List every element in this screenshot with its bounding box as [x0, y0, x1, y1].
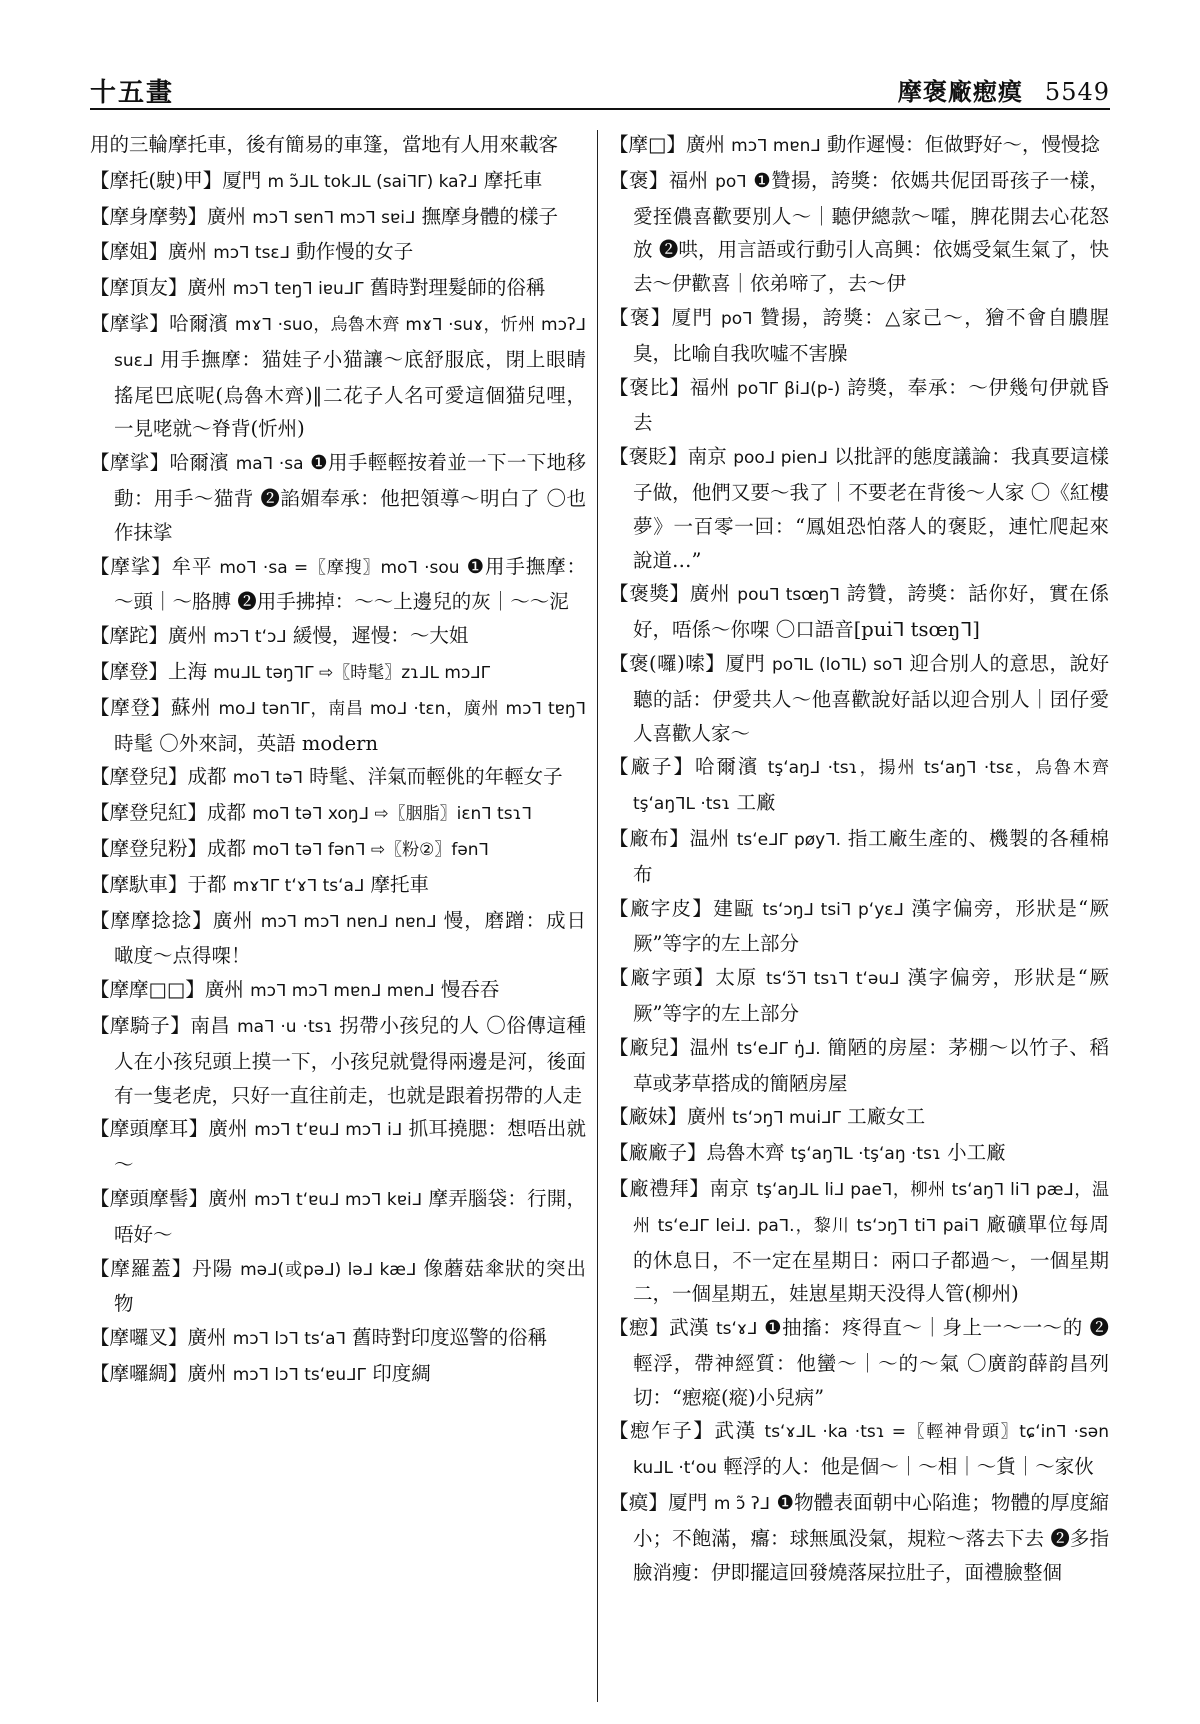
definition: 工廠女工 [847, 1105, 926, 1129]
dictionary-entry [90, 1252, 586, 1322]
dialect-location: 厦門 [222, 168, 262, 192]
headword: 【摩登兒】 [90, 765, 188, 789]
definition: 緩慢，遲慢：～大姐 [292, 624, 469, 648]
dialect-location: 烏魯木齊 [706, 1141, 785, 1165]
dictionary-entry [90, 1321, 586, 1357]
dialect-location: 太原 [715, 966, 758, 990]
dialect-location: 福州 [689, 375, 731, 399]
headword: 【瘛】 [609, 1316, 670, 1340]
dialect-location: 温州 [689, 826, 730, 850]
definition: 動作遲慢：佢做野好～，慢慢捻 [826, 133, 1100, 156]
headword: 【褒】 [609, 305, 672, 329]
dictionary-entry [609, 301, 1109, 371]
dialect-location: 成都 [207, 836, 247, 860]
dictionary-entry [609, 371, 1109, 441]
pronunciation: mɔᒣ sɐnᒣ mɔᒣ sɐiᒧ [252, 207, 416, 228]
headword: 【摩囉叉】 [90, 1326, 188, 1350]
dictionary-entry [90, 200, 586, 236]
dialect-location: 廣州 [685, 133, 725, 156]
definition: 動作慢的女子 [296, 240, 414, 264]
dialect-location: 成都 [207, 801, 247, 825]
definition: 廠礦單位每周的休息日，不一定在星期日：兩口子都過～，一個星期二，一個星期五，娃崽星期天没得人管(柳州) [633, 1212, 1109, 1306]
dialect-location: 廣州 [168, 624, 208, 648]
definition: 以批評的態度議論：我真要這樣子做，他們又要～我了｜不要老在背後～人家 〇《紅樓夢》一百零一回：“鳳姐恐怕落人的褒貶，連忙爬起來說道…” [633, 445, 1109, 572]
definition: 像蘑菇傘狀的突出物 [114, 1256, 586, 1316]
pronunciation: pouᒣ tsœŋᒣ [737, 585, 840, 606]
definition: 抓耳撓腮：想唔出就～ [114, 1117, 586, 1177]
dictionary-entry [90, 128, 586, 164]
dictionary-entry [90, 904, 586, 974]
definition: 輕浮的人：他是個～｜～相｜～貨｜～家伙 [723, 1455, 1094, 1479]
header-rule [90, 108, 1110, 110]
pronunciation: moᒣ təᒣ fənᒣ ⇨〖粉②〗fənᒣ [252, 839, 489, 860]
headword: 【褒獎】 [609, 582, 690, 606]
dialect-location: 建甌 [713, 896, 755, 920]
pronunciation: tsʻeᒧᒥ ŋ̍ᒧ. [736, 1038, 821, 1059]
pronunciation: poᒣ [720, 308, 753, 329]
definition: ❶物體表面朝中心陷進；物體的厚度縮小；不飽滿，癟：球無風没氣，規粒～落去下去 ❷多指臉消瘦：伊即擺這回發燒落屎拉肚子，面禮臉整個 [633, 1491, 1109, 1584]
dictionary-entry [90, 691, 586, 761]
pronunciation: poᒣᒪ (loᒣᒪ) soᒣ [772, 654, 903, 675]
dictionary-entry [90, 832, 586, 868]
headword: 【摩挲】 [90, 451, 170, 475]
headword: 【廠禮拜】 [609, 1176, 710, 1200]
pronunciation: tsʻɔŋᒧ tsiᒣ pʻyɛᒧ [762, 899, 904, 920]
dialect-location: 哈爾濱 [169, 451, 230, 475]
definition: 誇獎，奉承：～伊幾句伊就昏去 [633, 375, 1109, 435]
headword: 【褒(囉)嗦】 [609, 651, 726, 675]
definition: 迎合別人的意思，說好聽的話：伊愛共人～他喜歡說好話以迎合別人｜囝仔愛人喜歡人家～ [633, 651, 1109, 745]
definition: 小工廠 [947, 1141, 1006, 1165]
dialect-location: 蘇州 [171, 695, 212, 719]
dictionary-entry [609, 1414, 1109, 1486]
definition: 摩托車 [370, 872, 430, 896]
pronunciation: tşʻaŋᒧ ·tsɿ，揚州 tsʻaŋᒣ ·tsɛ，烏魯木齊 tşʻaŋᒣᒪ ·tsɿ [633, 758, 1109, 815]
definition: 印度綢 [372, 1361, 431, 1385]
dialect-location: 南昌 [190, 1013, 231, 1037]
pronunciation: mɔᒣ teŋᒣ iɐuᒧᒥ [232, 279, 364, 300]
dictionary-entry [90, 164, 586, 200]
definition: 舊時對印度巡警的俗稱 [352, 1326, 548, 1350]
dictionary-entry [90, 973, 586, 1009]
definition: ❶抽搐：疼得直～｜身上一～一～的 ❷輕浮，帶神經質：他蠻～｜～的～氣 〇廣韵薛韵昌列切：“瘛瘲(瘲)小兒病” [633, 1316, 1109, 1409]
definition: 漢字偏旁，形狀是“厥厥”等字的左上部分 [633, 896, 1109, 956]
headword: 【褒貶】 [609, 445, 688, 469]
definition: 用的三輪摩托車，後有簡易的車篷，當地有人用來載客 [90, 133, 559, 156]
dictionary-entry [609, 440, 1109, 577]
dialect-location: 廣州 [208, 1117, 248, 1141]
pronunciation: tşʻaŋᒣᒪ ·tşʻaŋ ·tsɿ [790, 1144, 941, 1165]
pronunciation: tsʻeᒧᒥ pøyᒣ. [736, 829, 841, 850]
dialect-location: 廣州 [212, 908, 254, 932]
dictionary-entry [609, 1172, 1109, 1311]
column-divider [597, 130, 598, 1702]
headword: 【摩跎】 [90, 624, 169, 648]
dialect-location: 南京 [709, 1176, 750, 1200]
dictionary-entry [90, 1357, 586, 1393]
dictionary-entry [609, 1031, 1109, 1101]
pronunciation: tsʻɤᒧ [715, 1319, 758, 1340]
dictionary-entry [609, 164, 1109, 301]
page-number: 5549 [1044, 78, 1110, 106]
definition: 慢，磨蹭：成日噉度～点得㗎！ [114, 908, 586, 968]
definition: 漢字偏旁，形狀是“厥厥”等字的左上部分 [633, 966, 1109, 1025]
definition: 時髦 〇外來詞，英語 modern [114, 731, 379, 755]
headword: 【摩登】 [90, 695, 172, 719]
headword: 【摩騎子】 [90, 1013, 191, 1037]
pronunciation: muᒧᒪ təŋᒣᒥ ⇨〖時髦〗zɿᒧᒪ mɔᒧᒥ [213, 662, 491, 683]
pronunciation: mɤᒣ ·suo，烏魯木齊 mɤᒣ ·suɤ，忻州 mɔʔᒧ suɛᒧ [114, 314, 586, 371]
headword: 【摩頂友】 [90, 276, 188, 300]
dialect-location: 成都 [187, 765, 227, 789]
headword: 【摩托(駛)甲】 [90, 168, 223, 192]
headword: 【摩摩□□】 [90, 978, 205, 1002]
pronunciation: moᒣ təᒣ xoŋᒧ ⇨〖胭脂〗iɛnᒣ tsɿᒣ [252, 804, 532, 825]
dictionary-entry [90, 307, 586, 446]
pronunciation: moᒣ ·sa =〖摩搜〗moᒣ ·sou [219, 557, 460, 578]
headword: 【廠布】 [609, 826, 690, 850]
dictionary-entry [90, 868, 586, 904]
pronunciation: poᒣᒥ βiᒧ(p-) [737, 378, 841, 399]
definition: ❶用手輕輕按着並一下一下地移動：用手～猫背 ❷諂媚奉承：他把領導～明白了 〇也作抹挲 [114, 451, 586, 544]
headword: 【摩登兒粉】 [90, 836, 208, 860]
definition: 撫摩身體的樣子 [421, 204, 559, 228]
pronunciation: mɔᒣ mɐnᒧ [731, 136, 821, 156]
page-header [90, 64, 1110, 110]
headword: 【廠子】 [609, 755, 696, 779]
pronunciation: mɤᒣᒥ tʻɤᒣ tsʻaᒧ [232, 875, 365, 896]
right-column [609, 128, 1109, 1704]
dictionary-entry [90, 271, 586, 307]
dictionary-entry [609, 750, 1109, 822]
dictionary-entry [609, 128, 1109, 164]
pronunciation: mɔᒣ tʻɐuᒧ mɔᒣ iᒧ [254, 1120, 403, 1141]
pronunciation: moᒣ təᒣ [232, 768, 303, 789]
pronunciation: poᒣ [715, 171, 747, 192]
pronunciation: mɔᒣ mɔᒣ nɐnᒧ nɐnᒧ [260, 911, 437, 932]
headword: 【摩摩捻捻】 [90, 908, 213, 932]
headword: 【摩□】 [609, 133, 686, 156]
dictionary-entry [609, 1136, 1109, 1172]
headword: 【廠字頭】 [609, 966, 716, 990]
dictionary-entry [609, 822, 1109, 892]
definition: 贊揚，誇獎：△家己～，獪不會自膿腥臭，比喻自我吹噓不害臊 [633, 305, 1109, 365]
definition: 摩托車 [483, 168, 543, 192]
headword: 【摩姐】 [90, 240, 169, 264]
dictionary-entry [609, 1311, 1109, 1414]
pronunciation: tsʻɔŋᒣ muiᒧᒥ [732, 1108, 841, 1129]
pronunciation: mɔᒣ tsɛᒧ [213, 243, 290, 264]
definition: 時髦、洋氣而輕佻的年輕女子 [309, 765, 563, 789]
headword: 【瘛乍子】 [609, 1419, 715, 1443]
dictionary-entry [90, 235, 586, 271]
definition: ❶用手撫摩：～頭｜～胳膊 ❷用手拂掉：～～上邊兒的灰｜～～泥 [114, 554, 586, 614]
definition: 簡陋的房屋：茅棚～以竹子、稻草或茅草搭成的簡陋房屋 [633, 1035, 1109, 1095]
dialect-location: 廣州 [204, 978, 244, 1002]
dictionary-entry [609, 892, 1109, 962]
dialect-location: 温州 [689, 1035, 730, 1059]
dictionary-entry [90, 1009, 586, 1112]
definition: 工廠 [736, 791, 776, 815]
definition: 摩弄腦袋：行開，唔好～ [114, 1186, 586, 1246]
headword: 【摩登兒紅】 [90, 801, 208, 825]
headword: 【廠妹】 [609, 1105, 688, 1129]
pronunciation: tşʻaŋᒧᒪ liᒧ paeᒣ，柳州 tsʻaŋᒣ liᒣ pæᒧ，温州 tsʻeᒧᒥ leiᒧ. paᒣ.，黎川 tsʻɔŋᒣ tiᒣ paiᒣ [633, 1179, 1109, 1236]
definition: 指工廠生產的、機製的各種棉布 [633, 826, 1109, 886]
dictionary-entry [90, 446, 586, 549]
pronunciation: maᒣ ·sa [235, 454, 304, 475]
headword: 【摩馱車】 [90, 872, 188, 896]
pronunciation: mɔᒣ mɔᒣ mɐnᒧ mɐnᒧ [250, 981, 435, 1002]
definition: ❶贊揚，誇獎：依媽共伲囝哥孩子一樣，愛挃儂喜歡要別人～｜聽伊總款～嚯，脾花開去心花怒放 ❷哄，用言語或行動引人高興：依媽受氣生氣了，快去～伊歡喜｜依弟啼了，去～伊 [633, 168, 1109, 296]
dialect-location: 廣州 [687, 1105, 727, 1129]
dictionary-entry [90, 1182, 586, 1252]
headword: 【褒比】 [609, 375, 690, 399]
pronunciation: mɔᒣ tʻɔᒧ [213, 627, 287, 648]
pronunciation: m ɔ̃ ʔᒧ [713, 1494, 771, 1515]
dictionary-entry [90, 655, 586, 691]
headword: 【廠廠子】 [609, 1141, 707, 1165]
pronunciation: mɔᒣ tʻɐuᒧ mɔᒣ kɐiᒧ [254, 1189, 423, 1210]
dialect-location: 丹陽 [192, 1256, 233, 1280]
headword: 【摩身摩勢】 [90, 204, 208, 228]
dialect-location: 哈爾濱 [169, 311, 229, 335]
dialect-location: 上海 [168, 659, 208, 683]
pronunciation: tsʻɤᒧᒪ ·ka ·tsɿ =〖輕神骨頭〗tɕʻinᒣ ·sən kuᒧᒪ ·tʻou [633, 1422, 1109, 1479]
dialect-location: 厦門 [725, 651, 766, 675]
header-right [898, 72, 1110, 107]
dictionary-entry [90, 1112, 586, 1182]
definition: 誇贊，誇獎：話你好，實在係好，唔係～你㗎 〇口語音[puiᒣ tsœŋᒣ] [633, 582, 1109, 642]
definition: 慢吞吞 [440, 978, 500, 1002]
definition: 拐帶小孩兒的人 〇俗傳這種人在小孩兒頭上摸一下，小孩兒就覺得兩邊是河，後面有一隻老虎，只好一直往前走，也就是跟着拐帶的人走 [114, 1013, 586, 1107]
definition: 用手撫摩：猫娃子小猫讓～底舒服底，閉上眼睛搖尾巴底呢(烏魯木齊)‖二花子人名可愛這個猫兒哩，一見咾就～脊背(忻州) [114, 347, 586, 441]
dialect-location: 廣州 [187, 1326, 227, 1350]
pronunciation: maᒣ ·u ·tsɿ [237, 1016, 333, 1037]
pronunciation: mɔᒣ lɔᒣ tsʻɐuᒧᒥ [232, 1364, 366, 1385]
dictionary-entry [90, 619, 586, 655]
dialect-location: 厦門 [671, 305, 714, 329]
headword: 【褒】 [609, 168, 669, 192]
pronunciation: moᒧ tənᒣᒥ，南昌 moᒧ ·tɛn，廣州 mɔᒣ tɐŋᒣ [218, 698, 586, 719]
dialect-location: 武漢 [669, 1316, 710, 1340]
headword: 【瘼】 [609, 1491, 669, 1515]
dictionary-entry [609, 647, 1109, 750]
dialect-location: 南京 [687, 445, 727, 469]
pronunciation: m ɔ̃ᒧᒪ tokᒧᒪ (saiᒣᒥ) kaʔᒧ [267, 171, 478, 192]
headword: 【廠字皮】 [609, 896, 714, 920]
dialect-location: 牟平 [171, 554, 213, 578]
dialect-location: 于都 [187, 872, 227, 896]
pronunciation: tsʻɔ̃ᒣ tsɿᒣ tʻəuᒧ [765, 969, 900, 990]
dialect-location: 廣州 [207, 204, 247, 228]
headword: 【摩羅蓋】 [90, 1256, 193, 1280]
headword: 【摩登】 [90, 659, 169, 683]
dialect-location: 福州 [668, 168, 709, 192]
dictionary-entry [609, 1486, 1109, 1589]
pronunciation: pooᒧ pienᒧ [733, 448, 828, 469]
headword: 【摩挲】 [90, 311, 170, 335]
dictionary-entry [90, 796, 586, 832]
dialect-location: 廣州 [208, 1186, 248, 1210]
dialect-location: 廣州 [689, 582, 731, 606]
section-title: 十五畫 [90, 78, 175, 108]
pronunciation: mɔᒣ lɔᒣ tsʻaᒣ [232, 1329, 346, 1350]
dialect-location: 廣州 [187, 276, 227, 300]
headword: 【廠兒】 [609, 1035, 690, 1059]
dictionary-entry [609, 961, 1109, 1031]
dictionary-entry [90, 760, 586, 796]
left-column [90, 128, 586, 1704]
pronunciation: məᒧ(或pəᒧ) ləᒧ kæᒧ [240, 1259, 417, 1280]
headword: 【摩囉綢】 [90, 1361, 188, 1385]
dictionary-entry [90, 550, 586, 620]
dialect-location: 廣州 [168, 240, 208, 264]
dictionary-entry [609, 577, 1109, 647]
dialect-location: 廣州 [187, 1361, 227, 1385]
headword: 【摩頭摩髻】 [90, 1186, 209, 1210]
header-characters: 摩褒廠瘛瘼 [897, 77, 1023, 106]
dialect-location: 武漢 [714, 1419, 757, 1443]
headword: 【摩挲】 [90, 554, 172, 578]
dialect-location: 哈爾濱 [695, 755, 760, 779]
headword: 【摩頭摩耳】 [90, 1117, 209, 1141]
dialect-location: 厦門 [668, 1491, 708, 1515]
definition: 舊時對理髮師的俗稱 [369, 276, 546, 300]
dictionary-entry [609, 1100, 1109, 1136]
